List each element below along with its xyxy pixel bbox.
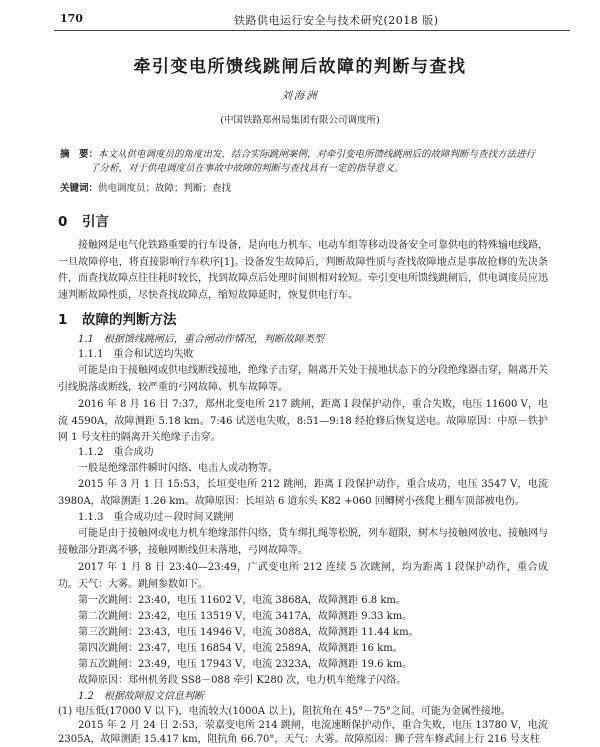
affiliation: (中国铁路郑州局集团有限公司调度所) [220,115,380,126]
abstract [60,148,540,176]
paragraph: 可能是由于接触网或供电线断线接地，绝缘子击穿，隔离开关处于接地状态下的分段绝缘器击穿，隔离开关引线脱落或断线，较严重的弓网故障、机车故障等。 [58,365,548,393]
section-title: 故障的判断方法 [82,312,177,328]
subsection-1-1-2: 1.1.2 重合成功 [78,447,154,458]
paragraph: 可能是由于接触网或电力机车绝缘部件闪络，货车绑扎绳等松脱，列车超限，树木与接触网放电、接触网与接触部分距离不够，接触网断线但未落地，弓网故障等。 [58,528,548,556]
fault-cause: 故障原因：郑州机务段 SS8－088 牵引 K280 次，电力机车绝缘子闪络。 [78,675,407,686]
section-number: 0 [58,214,68,230]
trip-record: 第三次跳闸：23:43，电压 14946 V，电流 3088A，故障测距 11.44 km。 [78,627,419,638]
keywords [60,180,540,194]
article-title: 牵引变电所馈线跳闸后故障的判断与查找 [133,57,467,77]
keywords-label: 关键词： [60,183,99,194]
author: 刘海洲 [281,90,319,102]
journal-title: 铁路供电运行安全与技术研究(2018 版) [234,14,439,27]
criterion-1: (1) 电压低(17000 V 以下)，电流较大(1000A 以上)，阻抗角在 45°－75°之间。可能为金属性接地。 [58,706,511,717]
section-0-heading [58,210,109,230]
paragraph: 一般是绝缘部件瞬时闪络、电击人或动物等。 [78,463,278,474]
abstract-label: 摘 要： [60,149,99,160]
section-number: 1 [58,312,68,328]
section-1-heading [58,308,177,328]
paragraph: 2017 年 1 月 8 日 23:40—23:49，广武变电所 212 连续 5 次跳闸，均为距离 I 段保护动作，重合成功。天气：大雾。跳闸参数如下。 [58,562,548,590]
subsection-1-1-1: 1.1.1 重合和试送均失败 [78,349,194,360]
paragraph: 2015 年 2 月 24 日 2:53，荥嘉变电所 214 跳闸，电流速断保护动作，重合失败，电压 13780 V，电流 2305A，故障测距 15.417 km，阻抗角 66.70°，天气：大雾。故障原因：狮子营车修武间上行 216 号支柱 [58,720,548,745]
paragraph: 2015 年 3 月 1 日 15:53，长垣变电所 212 跳闸，距离 I 段保护动作，重合成功，电压 3547 V，电流 3980A，故障测距 1.26 km。故障原因：长垣站 6 道东头 K82 +060 回鲫树小孩爬上棚车顶部被电伤。 [58,479,548,507]
trip-record: 第四次跳闸：23:47，电压 16854 V，电流 2589A，故障测距 16 km。 [78,643,403,654]
abstract-text: 本文从供电调度员的角度出发，结合实际跳闸案例，对牵引变电所馈线跳闸后的故障判断与查找方法进行了分析，对于供电调度员在事故中故障的判断与查找具有一定的指导意义。 [90,149,536,174]
paragraph: 2016 年 8 月 16 日 7:37，郑州北变电所 217 跳闸，距离 I 段保护动作，重合失败，电压 11600 V，电流 4590A，故障测距 5.18 km。7:46 试送电失败，8:51—9:18 经抢修后恢复送电。故障原因：中原－铁护网 1 号支柱的隔离开关绝缘子击穿。 [58,399,548,443]
subsection-1-2: 1.2 根据故障报文信息判断 [78,691,204,702]
subsection-1-1: 1.1 根据馈线跳闸后，重合闸动作情况，判断故障类型 [78,334,324,345]
section-title: 引言 [82,214,109,230]
running-header [54,8,570,31]
intro-paragraph: 接触网是电气化铁路重要的行车设备，是向电力机车、电动车组等移动设备安全可靠供电的特殊输电线路，一旦故障停电，将直接影响行车秩序[1]。设备发生故障后，判断故障性质与查找故障地点是事故抢修的先决条件，而查找故障点往往耗时较长，找到故障点后处理时间则相对较短。牵引变电所馈线跳闸后，供电调度员应迅速判断故障性质，尽快查找故障点，缩短故障延时，恢复供电行车。 [58,240,548,301]
trip-record: 第五次跳闸：23:49，电压 17943 V，电流 2323A，故障测距 19.6 km。 [78,659,413,670]
page-number: 170 [60,12,83,25]
keywords-text: 供电调度员；故障；判断；查找 [98,183,232,194]
trip-record: 第二次跳闸：23:42，电压 13519 V，电流 3417A，故障测距 9.33 km。 [78,611,413,622]
subsection-1-1-3: 1.1.3 重合成功过－段时间又跳闸 [78,512,234,523]
trip-record: 第一次跳闸：23:40，电压 11602 V，电流 3868A，故障测距 6.8 km。 [78,595,406,606]
